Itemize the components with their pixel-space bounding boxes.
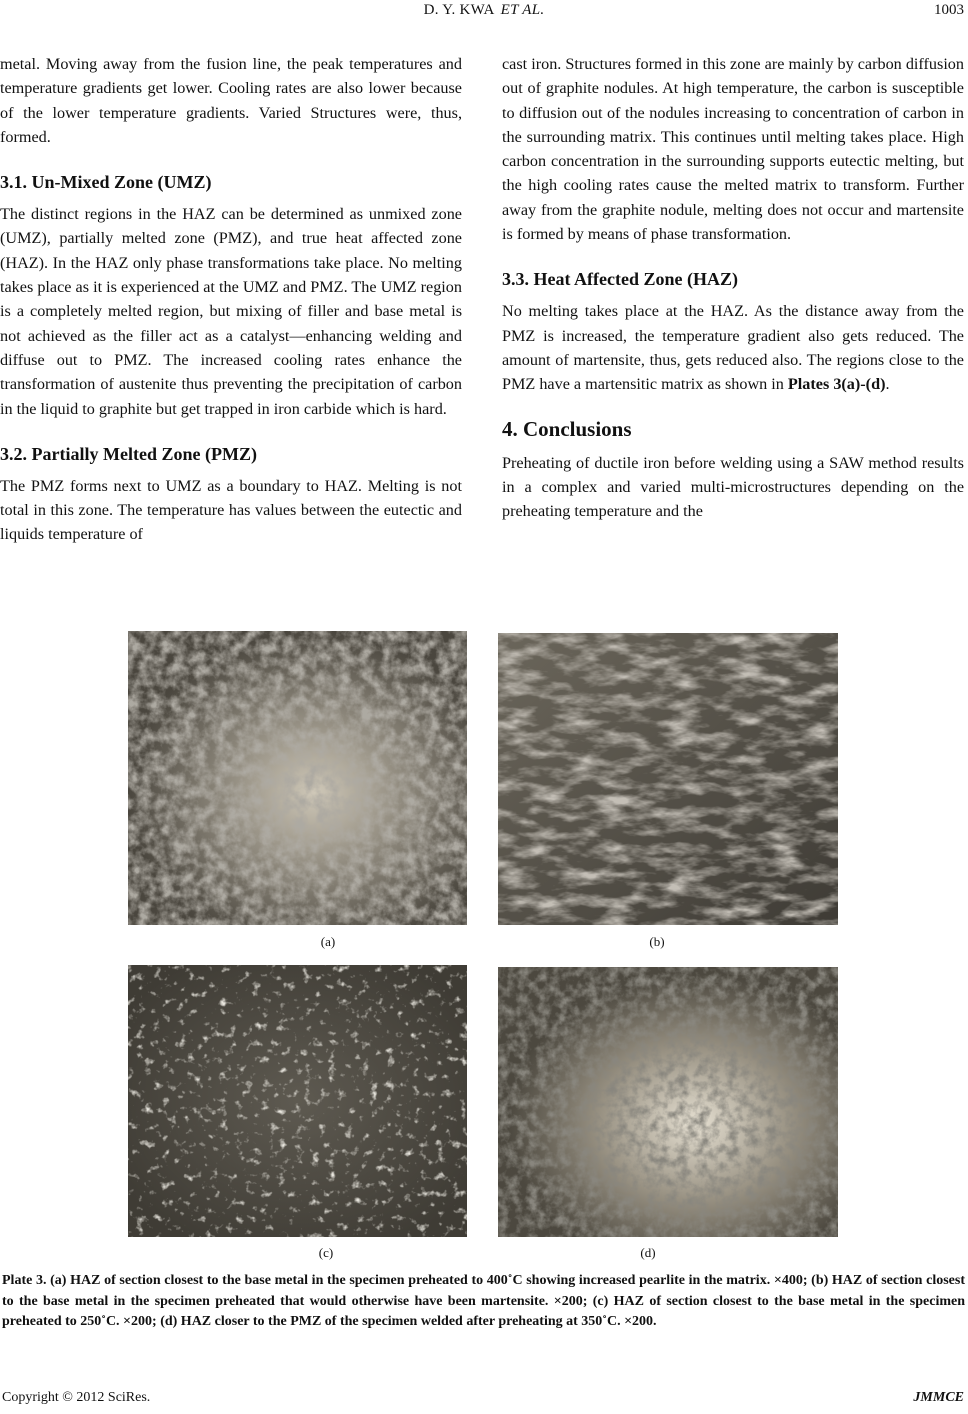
running-head	[0, 2, 968, 19]
plate-label-d: (d)	[640, 1245, 656, 1260]
journal-name: JMMCE	[913, 1390, 964, 1405]
page-header	[0, 0, 968, 24]
left-column	[0, 52, 462, 547]
section-3-3-end: .	[885, 375, 890, 394]
section-3-1-title: 3.1. Un-Mixed Zone (UMZ)	[0, 172, 212, 193]
right-column	[502, 52, 964, 523]
section-3-3-title: 3.3. Heat Affected Zone (HAZ)	[502, 269, 738, 290]
section-3-2-text: The PMZ forms next to UMZ as a boundary to HAZ. Melting is not total in this zone. The temperature has values between the eutectic and liquids temperature of	[0, 476, 462, 544]
plate-label-a: (a)	[320, 934, 336, 949]
copyright-notice: Copyright © 2012 SciRes.	[2, 1390, 151, 1405]
plates-reference: Plates 3(a)-(d)	[787, 375, 886, 394]
micrograph-a-image	[128, 631, 467, 925]
et-al: ET AL.	[500, 2, 545, 18]
page-number: 1003	[934, 2, 964, 18]
author-name: D. Y. KWA	[423, 2, 495, 18]
plate-label-b: (b)	[649, 934, 665, 949]
section-4-title: 4. Conclusions	[502, 416, 632, 441]
micrograph-a	[128, 631, 467, 925]
continued-paragraph: cast iron. Structures formed in this zone are mainly by carbon diffusion out of graphite nodules. At high temperature, the carbon is susceptible to diffusion out of the nodules increasing to concentration of carbon in the surrounding matrix. This continues until melting takes place. High carbon concentration in the surrounding supports eutectic melting, but the high cooling rates cause the melted matrix to transform. Further away from the graphite nodule, melting does not occur and martensite is formed by means of phase transformation.	[502, 55, 964, 244]
plate-label-c: (c)	[318, 1245, 334, 1260]
intro-paragraph: metal. Moving away from the fusion line, the peak temperatures and temperature gradients get lower. Cooling rates are also lower because of the lower temperature gradients. Varied Structures were, thus, formed.	[0, 55, 462, 146]
micrograph-c-image	[128, 965, 467, 1237]
micrograph-d-image	[498, 967, 838, 1237]
section-3-3-text	[502, 299, 964, 396]
micrograph-b-image	[498, 633, 838, 925]
micrograph-b	[498, 633, 838, 925]
section-4-text: Preheating of ductile iron before welding using a SAW method results in a complex and varied multi-microstructures depending on the preheating temperature and the	[502, 453, 964, 521]
micrograph-d	[498, 967, 838, 1237]
section-3-3-body: No melting takes place at the HAZ. As the distance away from the PMZ is increased, the temperature gradient also gets reduced. The amount of martensite, thus, gets reduced also. The regions close to the PMZ have a martensitic matrix as shown in	[502, 302, 964, 394]
section-3-1-text: The distinct regions in the HAZ can be determined as unmixed zone (UMZ), partially melted zone (PMZ), and true heat affected zone (HAZ). In the HAZ only phase transformations take place. No melting takes place as it is experienced at the UMZ and PMZ. The UMZ region is a completely melted region, but mixing of filler and base metal is not achieved as the filler act as a catalyst—enhancing welding and diffuse out to PMZ. The increased cooling rates enhance the transformation of austenite thus preventing the precipitation of carbon in the liquid to graphite but get trapped in iron carbide which is hard.	[0, 205, 462, 418]
micrograph-c	[128, 965, 467, 1237]
section-3-2-title: 3.2. Partially Melted Zone (PMZ)	[0, 443, 257, 464]
plate-caption: Plate 3. (a) HAZ of section closest to the base metal in the specimen preheated to 400˚C showing increased pearlite in the matrix. ×400; (b) HAZ of section closest to the base metal in the specimen preheated that would otherwise have been martensite. ×200; (c) HAZ of section closest to the base metal in the specimen preheated to 250˚C. ×200; (d) HAZ closer to the PMZ of the specimen welded after preheating at 350˚C. ×200.	[2, 1273, 965, 1329]
